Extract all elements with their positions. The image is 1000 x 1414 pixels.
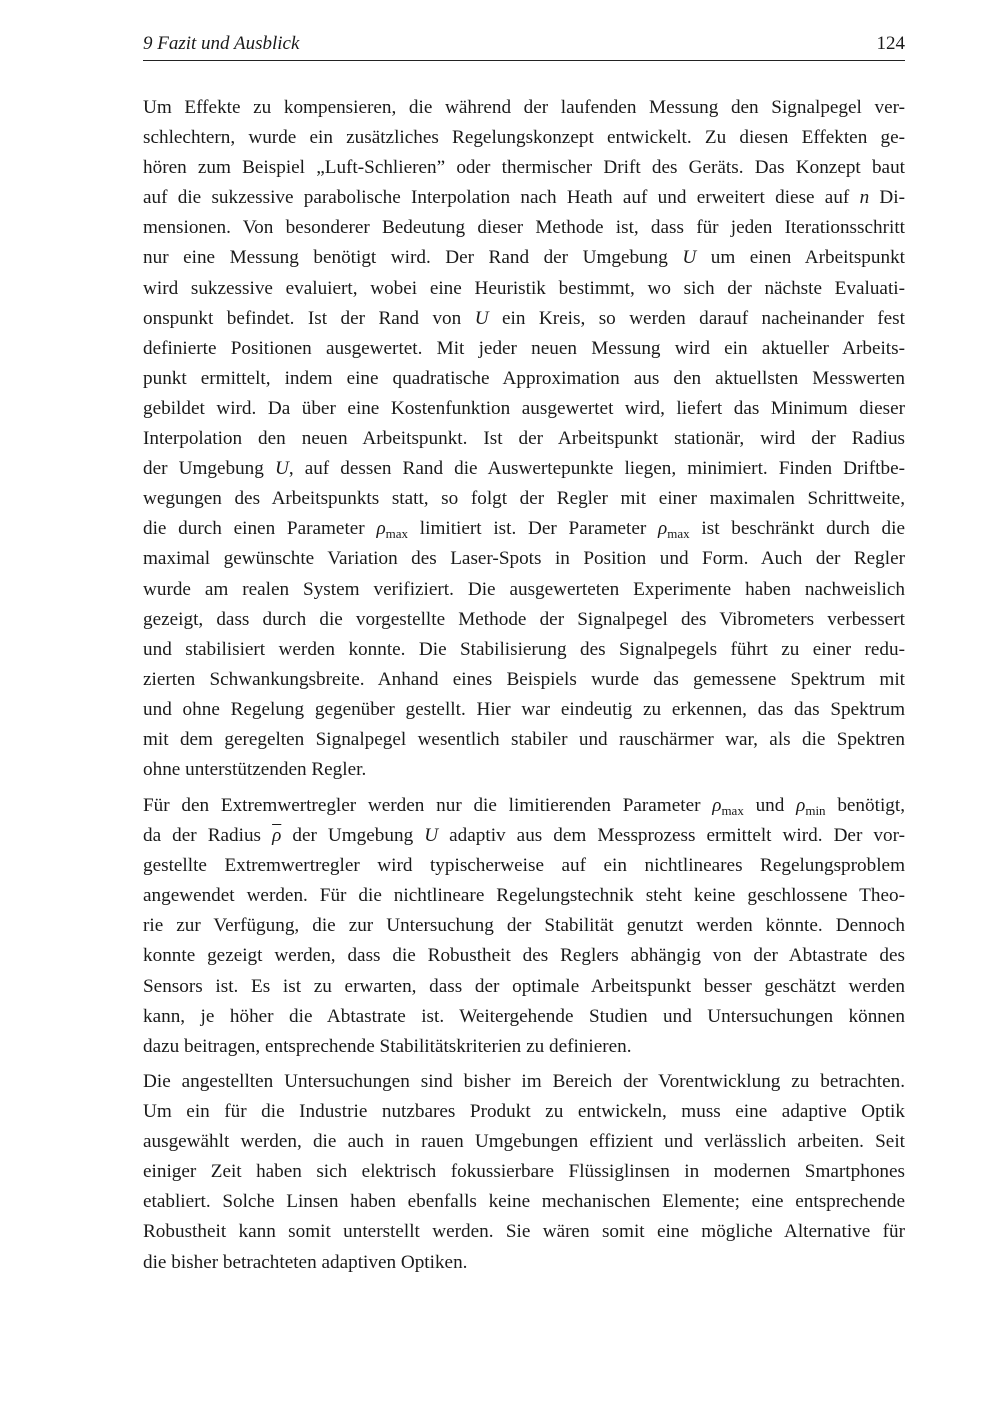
text-run: wird sukzessive evaluiert, wobei eine Heuristik bestimmt, wo sich der nächste Evaluati- [143,277,905,299]
text-run: onspunkt befindet. Ist der Rand von [143,307,475,329]
paragraph-1 [143,93,905,785]
text-line [143,1127,905,1157]
page-number: 124 [876,33,905,54]
text-run: einiger Zeit haben sich elektrisch fokussierbare Flüssiglinsen in modernen Smartphones [143,1161,905,1183]
text-line [143,1002,905,1032]
text-line [143,274,905,304]
chapter-title: 9 Fazit und Ausblick [143,33,300,54]
math-subscript: max [667,526,690,542]
text-run: um einen Arbeitspunkt [696,247,905,269]
text-line [143,881,905,911]
text-run: mit dem geregelten Signalpegel wesentlich stabiler und rauschärmer war, als die Spektren [143,728,905,750]
math-subscript: max [385,526,409,542]
text-run: die bisher betrachteten adaptiven Optiken. [143,1251,468,1273]
text-run: ein Kreis, so werden darauf nacheinander fest [488,307,905,329]
text-line [143,725,905,755]
text-line [143,575,905,605]
text-line [143,93,905,123]
text-line [143,484,905,514]
text-line [143,304,905,334]
text-run: ist beschränkt durch die [689,518,906,540]
text-run: ausgewählt werden, die auch in rauen Umgebungen effizient und verlässlich arbeiten. Seit [143,1131,905,1153]
text-line [143,364,905,394]
running-header [143,31,905,61]
paragraph-3 [143,1067,905,1278]
math-symbol: U [274,458,289,480]
text-run: nur eine Messung benötigt wird. Der Rand der Umgebung [143,247,683,269]
text-line [143,695,905,725]
text-run: rie zur Verfügung, die zur Untersuchung der Stabilität genutzt werden könnte. Dennoch [143,915,905,937]
text-line [143,544,905,574]
text-run: ohne unterstützenden Regler. [143,759,367,781]
text-run: schlechtern, wurde ein zusätzliches Regelungskonzept entwickelt. Zu diesen Effekten ge- [143,127,905,149]
text-run: maximal gewünschte Variation des Laser-Spots in Position und Form. Auch der Regler [143,548,905,570]
math-subscript: max [721,803,744,818]
text-line [143,635,905,665]
text-run: Um ein für die Industrie nutzbares Produkt zu entwickeln, muss eine adaptive Optik [143,1101,905,1123]
text-run: Sensors ist. Es ist zu erwarten, dass der optimale Arbeitspunkt besser geschätzt werden [143,975,905,997]
text-line [143,1067,905,1097]
math-symbol: $\overline{\rho}$ [272,825,282,847]
text-run: und [743,795,797,816]
text-run: gestellte Extremwertregler wird typischerweise auf ein nichtlineares Regelungsproblem [143,855,905,877]
math-symbol: n [859,187,870,209]
text-run: mensionen. Von besonderer Bedeutung dieser Methode ist, dass für jeden Iterationsschritt [143,217,905,239]
text-run: gezeigt, dass durch die vorgestellte Methode der Signalpegel des Vibrometers verbessert [143,608,905,630]
text-line [143,1097,905,1127]
text-run: Interpolation den neuen Arbeitspunkt. Ist der Arbeitspunkt stationär, wird der Radius [143,428,905,450]
text-line [143,605,905,635]
text-run: Um Effekte zu kompensieren, die während der laufenden Messung den Signalpegel ver- [143,97,905,118]
text-run: konnte gezeigt werden, dass die Robustheit des Reglers abhängig von der Abtastrate des [143,945,905,967]
text-run: wurde am realen System verifiziert. Die ausgewerteten Experimente haben nachweislich [143,578,905,600]
text-line [143,394,905,424]
text-run: und stabilisiert werden konnte. Die Stabilisierung des Signalpegels führt zu einer redu- [143,638,905,660]
text-run: limitiert ist. Der Parameter [408,518,659,540]
text-line [143,243,905,273]
text-line [143,665,905,695]
text-line [143,334,905,364]
text-run: der Umgebung [143,458,275,480]
text-run: dazu beitragen, entsprechende Stabilitätskriterien zu definieren. [143,1035,632,1057]
text-line [143,1032,905,1062]
math-symbol: $\rho_{max}$ [712,795,744,818]
text-run: die durch einen Parameter [143,518,377,540]
text-run: hören zum Beispiel „Luft-Schlieren” oder thermischer Drift des Geräts. Das Konzept baut [143,157,905,179]
text-run: wegungen des Arbeitspunkts statt, so folgt der Regler mit einer maximalen Schrittweite, [143,488,905,510]
text-run: Robustheit kann somit unterstellt werden. Sie wären somit eine mögliche Alternative für [143,1221,905,1243]
text-run: benötigt, [825,795,905,816]
text-line [143,1157,905,1187]
text-line [143,1217,905,1247]
text-line [143,755,905,785]
text-line [143,911,905,941]
text-run: angewendet werden. Für die nichtlineare Regelungstechnik steht keine geschlossene Theo- [143,885,905,907]
text-run: da der Radius [143,825,273,847]
text-line [143,454,905,484]
text-run: definierte Positionen ausgewertet. Mit jeder neuen Messung wird ein aktueller Arbeits- [143,337,905,359]
text-run: Die angestellten Untersuchungen sind bisher im Bereich der Vorentwicklung zu betrachten. [143,1071,905,1092]
text-run: etabliert. Solche Linsen haben ebenfalls keine mechanischen Elemente; eine entsprechende [143,1191,905,1213]
text-line [143,123,905,153]
math-symbol: $\rho_{max}$ [376,518,409,542]
text-line [143,1187,905,1217]
math-symbol: $\rho_{min}$ [796,795,826,818]
text-line [143,972,905,1002]
paragraph-2 [143,791,905,1062]
text-line [143,424,905,454]
text-run: und ohne Regelung gegenüber gestellt. Hier war eindeutig zu erkennen, das das Spektrum [143,698,905,720]
text-run: , auf dessen Rand die Auswertepunkte liegen, minimiert. Finden Driftbe- [288,458,905,480]
math-symbol: U [424,825,439,847]
text-line [143,791,905,821]
math-symbol: $\rho_{max}$ [658,518,690,542]
text-line [143,213,905,243]
text-line [143,851,905,881]
text-run: adaptiv aus dem Messprozess ermittelt wird. Der vor- [438,825,905,847]
text-run: kann, je höher die Abtastrate ist. Weitergehende Studien und Untersuchungen können [143,1005,905,1027]
text-run: auf die sukzessive parabolische Interpolation nach Heath auf und erweitert diese auf [143,187,860,209]
text-line [143,1248,905,1278]
text-line [143,153,905,183]
text-line [143,183,905,213]
text-line [143,821,905,851]
text-line [143,514,905,544]
text-line [143,941,905,971]
math-symbol: U [682,247,697,269]
math-symbol: U [474,307,489,329]
text-run: punkt ermittelt, indem eine quadratische Approximation aus den aktuellsten Messwerten [143,367,905,389]
text-run: gebildet wird. Da über eine Kostenfunktion ausgewertet wird, liefert das Minimum dieser [143,397,905,419]
text-run: der Umgebung [281,825,425,847]
text-run: Di- [869,187,906,209]
text-run: Für den Extremwertregler werden nur die limitierenden Parameter [143,795,713,816]
text-run: zierten Schwankungsbreite. Anhand eines Beispiels wurde das gemessene Spektrum mit [143,668,905,690]
math-subscript: min [805,803,826,818]
